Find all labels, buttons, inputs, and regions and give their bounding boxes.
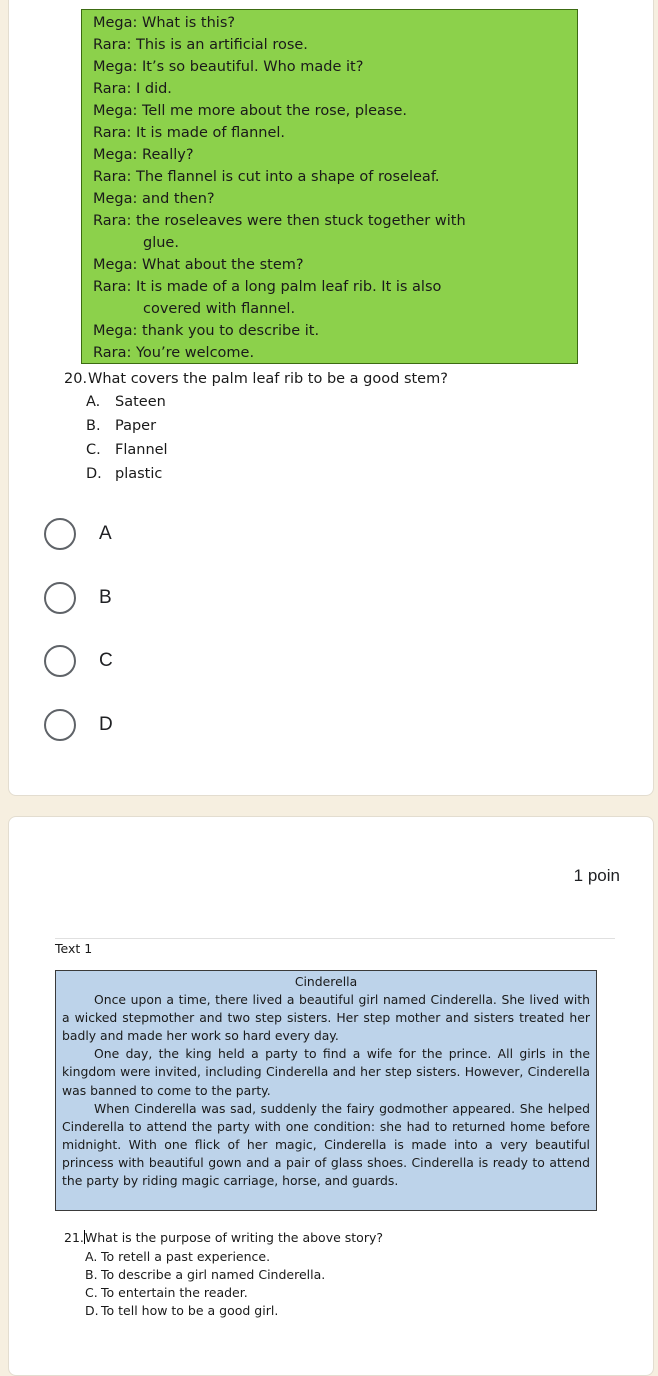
option-letter: B. bbox=[86, 418, 101, 434]
option-label: Sateen bbox=[115, 394, 166, 410]
dialog-line: Rara: You’re welcome. bbox=[93, 345, 255, 361]
radio-label[interactable]: B bbox=[99, 587, 112, 608]
dialog-line: Mega: Really? bbox=[93, 147, 194, 163]
radio-label[interactable]: D bbox=[99, 714, 113, 735]
dialog-line: glue. bbox=[143, 235, 179, 251]
radio-button[interactable] bbox=[44, 518, 76, 550]
dialog-line: covered with flannel. bbox=[143, 301, 296, 317]
radio-button[interactable] bbox=[44, 645, 76, 677]
option-letter: C. bbox=[86, 442, 101, 458]
dialog-image bbox=[81, 9, 578, 364]
radio-label[interactable]: A bbox=[99, 523, 112, 544]
radio-button[interactable] bbox=[44, 582, 76, 614]
question-prompt: What is the purpose of writing the above story? bbox=[84, 1230, 383, 1245]
option-label: Paper bbox=[115, 418, 157, 434]
dialog-line: Mega: and then? bbox=[93, 191, 215, 207]
q21-option-a bbox=[85, 1249, 270, 1264]
dialog-line: Rara: I did. bbox=[93, 81, 172, 97]
story-paragraph: Once upon a time, there lived a beautiful girl named Cinderella. She lived with a wicked stepmother and two step sisters. Her step mother and sisters treated her badly and made her work so hard every day. bbox=[62, 992, 590, 1044]
dialog-line: Mega: thank you to describe it. bbox=[93, 323, 320, 339]
story-paragraph: When Cinderella was sad, suddenly the fairy godmother appeared. She helped Cinderella to attend the party with one condition: she had to returned home before midnight. With one flick of her magic, Cinderella is made into a very beautiful princess with beautiful gown and a pair of glass shoes. Cinderella is ready to attend the party by riding magic carriage, horse, and guards. bbox=[62, 1100, 590, 1189]
option-label: plastic bbox=[115, 466, 163, 482]
option-text-d bbox=[86, 466, 162, 482]
story-paragraph: One day, the king held a party to find a wife for the prince. All girls in the kingdom were invited, including Cinderella and her step sisters. However, Cinderella was banned to come to the party. bbox=[62, 1046, 590, 1098]
option-label: To entertain the reader. bbox=[101, 1285, 248, 1300]
divider bbox=[55, 938, 615, 939]
option-letter: B. bbox=[85, 1267, 98, 1282]
dialog-line: Mega: What is this? bbox=[93, 15, 236, 31]
story-image bbox=[55, 970, 597, 1211]
option-label: To retell a past experience. bbox=[101, 1249, 271, 1264]
option-text-b bbox=[86, 418, 156, 434]
option-label: To describe a girl named Cinderella. bbox=[101, 1267, 326, 1282]
radio-option-a[interactable] bbox=[44, 516, 112, 552]
radio-option-b[interactable] bbox=[44, 580, 112, 616]
points-label: 1 poin bbox=[573, 866, 620, 885]
dialog-line: Mega: What about the stem? bbox=[93, 257, 304, 273]
option-letter: A. bbox=[86, 394, 101, 410]
dialog-line: Rara: It is made of a long palm leaf rib. It is also bbox=[93, 279, 442, 295]
option-letter: A. bbox=[85, 1249, 98, 1264]
option-text-c bbox=[86, 442, 168, 458]
radio-label[interactable]: C bbox=[99, 650, 113, 671]
story-title: Cinderella bbox=[294, 974, 358, 989]
option-letter: C. bbox=[85, 1285, 98, 1300]
question-number: 20. bbox=[64, 371, 88, 387]
dialog-line: Rara: This is an artificial rose. bbox=[93, 37, 308, 53]
option-letter: D. bbox=[86, 466, 102, 482]
option-letter: D. bbox=[85, 1303, 99, 1318]
option-label: To tell how to be a good girl. bbox=[101, 1303, 279, 1318]
radio-option-c[interactable] bbox=[44, 643, 113, 679]
question-number: 21. bbox=[64, 1230, 84, 1245]
question-prompt: What covers the palm leaf rib to be a good stem? bbox=[88, 371, 448, 387]
radio-option-d[interactable] bbox=[44, 707, 113, 743]
dialog-line: Mega: It’s so beautiful. Who made it? bbox=[93, 59, 364, 75]
text-label: Text 1 bbox=[55, 941, 93, 956]
option-text-a bbox=[86, 394, 166, 410]
dialog-line: Rara: the roseleaves were then stuck together with bbox=[93, 213, 466, 229]
q21-option-c bbox=[85, 1285, 248, 1300]
question-20-text bbox=[64, 371, 448, 387]
dialog-line: Rara: The flannel is cut into a shape of roseleaf. bbox=[93, 169, 440, 185]
q21-option-d bbox=[85, 1303, 278, 1318]
option-label: Flannel bbox=[115, 442, 168, 458]
dialog-line: Mega: Tell me more about the rose, please. bbox=[93, 103, 408, 119]
question-21-text bbox=[64, 1230, 383, 1245]
q21-option-b bbox=[85, 1267, 325, 1282]
dialog-line: Rara: It is made of flannel. bbox=[93, 125, 286, 141]
radio-button[interactable] bbox=[44, 709, 76, 741]
